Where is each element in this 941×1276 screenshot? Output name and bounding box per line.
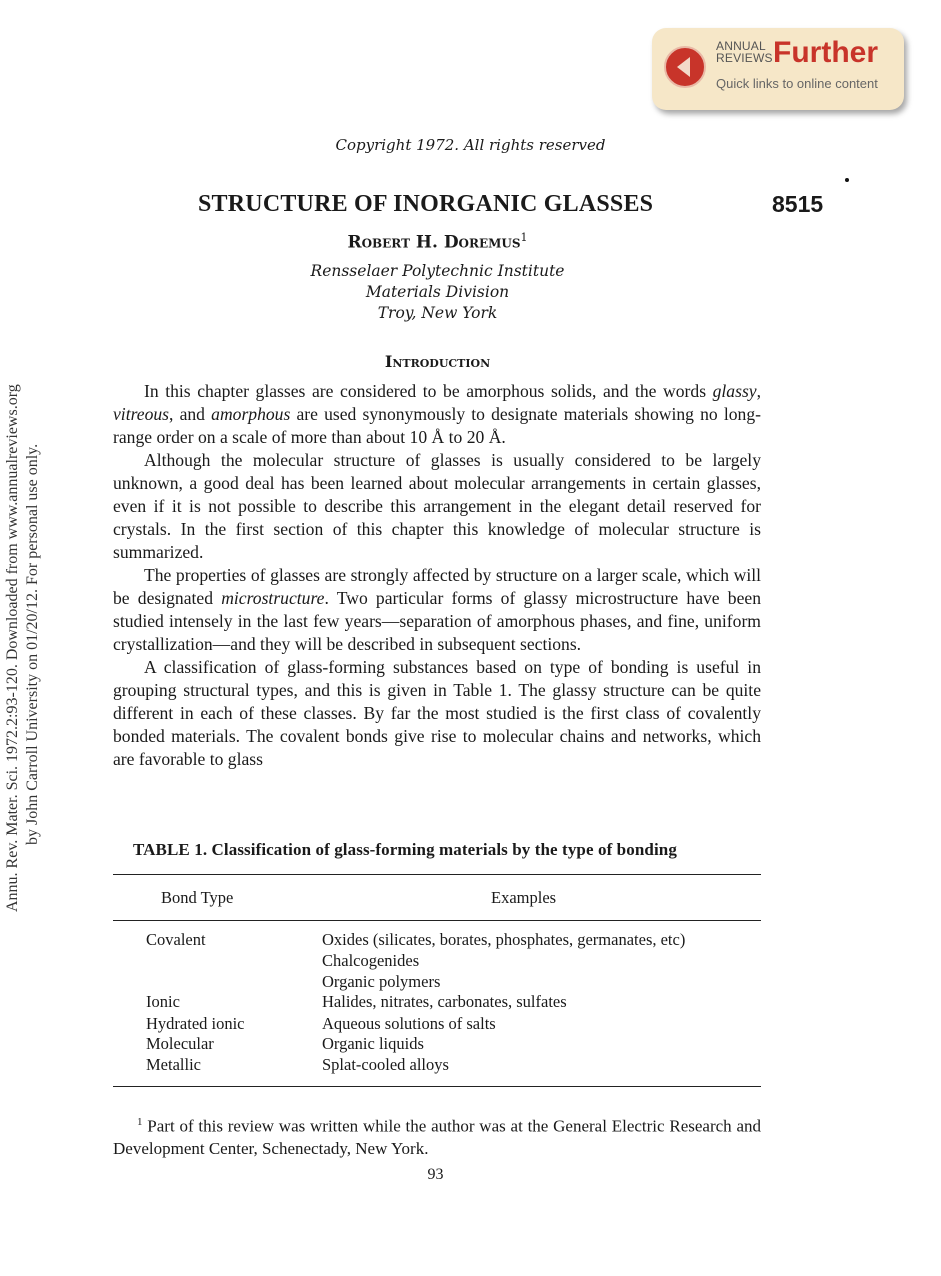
table-cell-example: Organic liquids xyxy=(322,1034,424,1053)
p1-italic-glassy: glassy xyxy=(712,381,757,401)
table-cell-bond: Ionic xyxy=(146,992,180,1011)
body-text xyxy=(113,380,761,771)
reviews-text: REVIEWS xyxy=(716,51,773,65)
footnote-text: Part of this review was written while the author was at the General Electric Research and Development Center, Schenectady, New York. xyxy=(113,1116,761,1158)
quick-links-label: Quick links to online content xyxy=(716,76,878,91)
side-personal-use-notice: by John Carroll University on 01/20/12. For personal use only. xyxy=(24,443,41,845)
annual-reviews-label xyxy=(716,40,773,64)
table-cell-example: Halides, nitrates, carbonates, sulfates xyxy=(322,992,567,1011)
p3-text-b: . Two particular forms of glassy microstructure have been studied intensely in the last few years—separation of amorphous phases, and fine, uniform crystallization—and they will be described in subsequent sections. xyxy=(113,588,761,654)
author-name: Robert H. Doremus xyxy=(347,232,521,253)
paragraph-4: A classification of glass-forming substances based on type of bonding is useful in grouping structural types, and this is given in Table 1. The glassy structure can be quite different in each of these classes. By far the most studied is the first class of covalently bonded materials. The covalent bonds give rise to molecular chains and networks, which are favorable to glass xyxy=(113,657,761,769)
author-line xyxy=(0,231,875,253)
annual-text: ANNUAL xyxy=(716,39,766,53)
stray-mark xyxy=(845,178,849,182)
affiliation-location: Troy, New York xyxy=(377,304,498,322)
article-title: STRUCTURE OF INORGANIC GLASSES xyxy=(198,191,654,217)
affiliation-institute: Rensselaer Polytechnic Institute xyxy=(310,262,565,280)
play-back-icon xyxy=(664,46,706,88)
table-cell-bond: Hydrated ionic xyxy=(146,1014,245,1033)
table-header-bond-type: Bond Type xyxy=(161,888,234,907)
p1-text-c: , and xyxy=(169,404,212,424)
table-caption: TABLE 1. Classification of glass-forming materials by the type of bonding xyxy=(133,840,677,859)
further-label: Further xyxy=(773,36,878,69)
table-cell-example: Organic polymers xyxy=(322,972,441,991)
table-cell-example: Chalcogenides xyxy=(322,951,420,970)
author-footnote-marker: 1 xyxy=(520,231,528,244)
footnote-marker: 1 xyxy=(137,1116,143,1128)
p1-italic-amorphous: amorphous xyxy=(211,404,291,424)
table-cell-example: Aqueous solutions of salts xyxy=(322,1014,496,1033)
p3-italic-microstructure: microstructure xyxy=(221,588,325,608)
footnote xyxy=(113,1111,761,1160)
table-cell-bond: Covalent xyxy=(146,930,206,949)
table-header-examples: Examples xyxy=(491,888,557,907)
paragraph-2: Although the molecular structure of glasses is usually considered to be largely unknown, a good deal has been learned about molecular arrangements in certain glasses, even if it is not possible to describe this arrangement in the elegant detail reserved for crystals. In the first section of this chapter this knowledge of molecular structure is summarized. xyxy=(113,450,761,562)
further-badge[interactable] xyxy=(652,28,904,110)
table-cell-example: Splat-cooled alloys xyxy=(322,1055,449,1074)
page-number: 93 xyxy=(427,1166,444,1183)
p1-text-b: , xyxy=(756,381,761,401)
paragraph-3 xyxy=(113,564,761,656)
copyright-line: Copyright 1972. All rights reserved xyxy=(335,136,606,154)
p1-italic-vitreous: vitreous xyxy=(113,404,170,424)
table-bottom-rule xyxy=(113,1086,761,1087)
p1-text-d: are used synonymously to designate materials showing no long-range order on a scale of more than about 10 Å to 20 Å. xyxy=(113,404,761,447)
p3-text-a: The properties of glasses are strongly affected by structure on a larger scale, which will be designated xyxy=(113,565,761,608)
article-code: 8515 xyxy=(772,191,824,217)
table-cell-bond: Metallic xyxy=(146,1055,201,1074)
paragraph-1 xyxy=(113,380,761,449)
table-header-rule xyxy=(113,920,761,921)
table-cell-bond: Molecular xyxy=(146,1034,214,1053)
table-top-rule xyxy=(113,874,761,875)
p1-text-a: In this chapter glasses are considered to be amorphous solids, and the words xyxy=(144,381,713,401)
section-heading: Introduction xyxy=(384,352,491,371)
side-download-notice: Annu. Rev. Mater. Sci. 1972.2:93-120. Downloaded from www.annualreviews.org xyxy=(4,384,21,912)
table-cell-example: Oxides (silicates, borates, phosphates, germanates, etc) xyxy=(322,930,686,949)
affiliation-division: Materials Division xyxy=(365,283,510,301)
